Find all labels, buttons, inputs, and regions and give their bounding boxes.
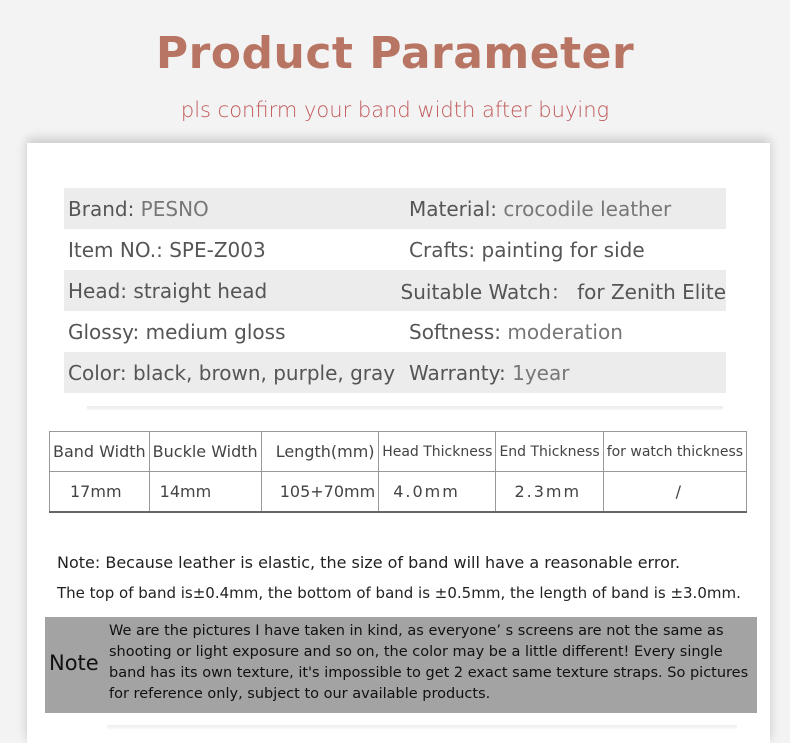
param-label: Material: (409, 196, 497, 221)
column-header: End Thickness (496, 432, 603, 472)
table-cell: 14mm (149, 472, 261, 513)
disclaimer-text: We are the pictures I have taken in kind, as everyone’ s screens are not the same as shooting or light exposure and so on, the color may be a little different! Every single band has its own texture, it's impossible to get 2 exact same texture straps. So pictures for reference only, subject to our available products. (109, 623, 749, 702)
size-table (49, 431, 747, 513)
column-header: Buckle Width (149, 432, 261, 472)
param-warranty (409, 361, 569, 385)
param-item-no (64, 238, 409, 262)
page-title: Product Parameter (155, 28, 635, 79)
table-cell: 4.0mm (379, 472, 496, 513)
parameter-card (27, 143, 770, 743)
column-header: Head Thickness (379, 432, 496, 472)
param-label: Item NO.: (68, 237, 163, 262)
table-cell: / (603, 472, 746, 513)
table-header-row (50, 432, 747, 472)
param-label: Softness: (409, 319, 502, 344)
divider (87, 406, 723, 410)
param-row (64, 270, 726, 311)
param-label: Brand: (68, 196, 135, 221)
param-glossy (64, 320, 409, 344)
page-subtitle: pls confirm your band width after buying (180, 98, 610, 122)
param-material (409, 197, 671, 221)
elasticity-note: Note: Because leather is elastic, the size of band will have a reasonable error. (57, 553, 681, 572)
param-row (64, 352, 726, 393)
parameter-list (64, 188, 726, 393)
param-brand (64, 197, 409, 221)
table-cell: 105+70mm (261, 472, 378, 513)
tolerance-note: The top of band is±0.4mm, the bottom of band is ±0.5mm, the length of band is ±3.0mm. (57, 584, 741, 602)
column-header: Band Width (50, 432, 150, 472)
disclaimer-label: Note (49, 651, 99, 675)
column-header: Length(mm) (261, 432, 378, 472)
param-row (64, 188, 726, 229)
param-value: medium gloss (145, 319, 286, 344)
param-crafts (409, 238, 645, 262)
param-softness (409, 320, 623, 344)
param-suitable-watch (401, 276, 726, 305)
param-value: crocodile leather (503, 196, 672, 221)
disclaimer-box (45, 617, 757, 713)
param-label: Head: (68, 278, 128, 303)
param-value: SPE-Z003 (169, 237, 266, 262)
param-value: painting for side (481, 237, 645, 262)
param-color (64, 361, 409, 385)
table-cell: 17mm (50, 472, 150, 513)
param-value: moderation (507, 319, 623, 344)
param-value: 1year (512, 360, 570, 385)
param-value: PESNO (140, 196, 209, 221)
param-row (64, 311, 726, 352)
column-header: for watch thickness (603, 432, 746, 472)
param-value: straight head (133, 278, 268, 303)
param-head (64, 279, 401, 303)
param-value: black, brown, purple, gray (132, 360, 396, 385)
param-label: Crafts: (409, 237, 476, 262)
param-label: Glossy: (68, 319, 140, 344)
table-row (50, 472, 747, 513)
param-value: for Zenith Elite (577, 280, 726, 304)
table-cell: 2.3mm (496, 472, 603, 513)
divider (107, 725, 737, 729)
param-row (64, 229, 726, 270)
param-label: Warranty: (409, 360, 506, 385)
param-label: Color: (68, 360, 127, 385)
param-label: Suitable Watch： (400, 280, 571, 304)
